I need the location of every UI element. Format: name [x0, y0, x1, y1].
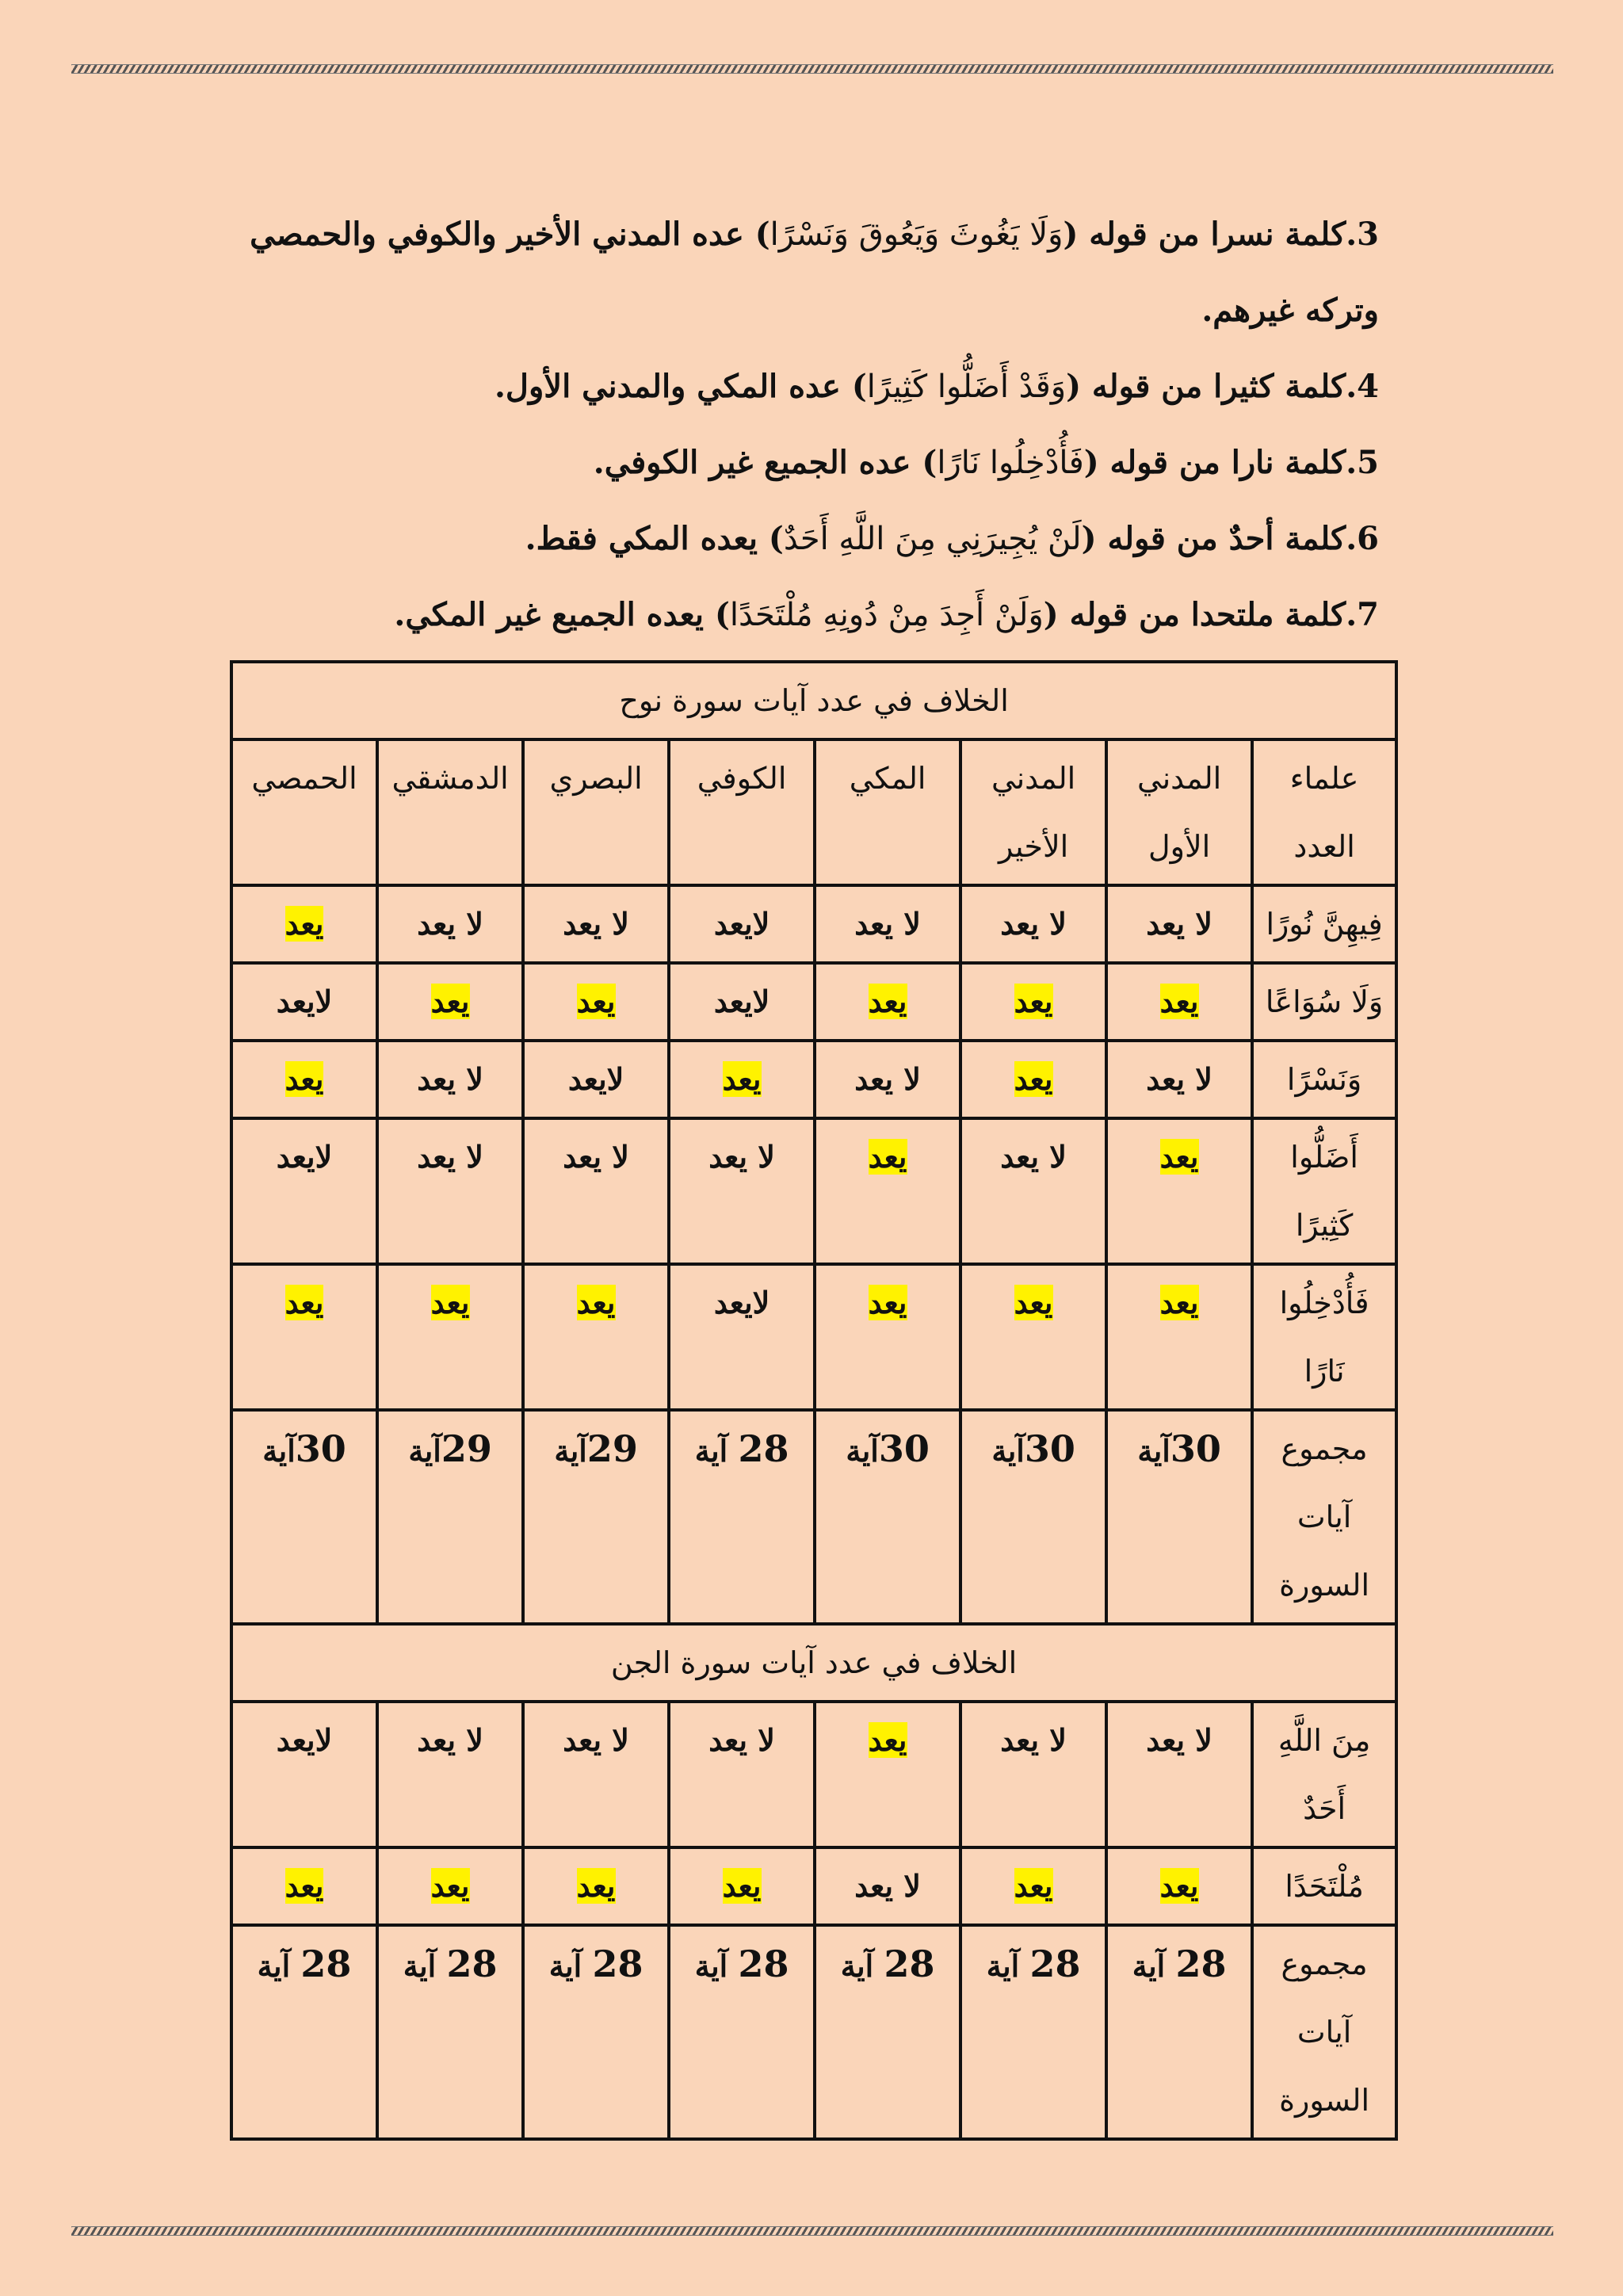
table-cell: 28 آية — [815, 1925, 960, 2139]
table-cell: لا يعد — [669, 1702, 815, 1847]
table-cell: 28 آية — [377, 1925, 523, 2139]
row-label: مجموع آيات السورة — [1252, 1410, 1396, 1624]
row-label: مُلْتَحَدًا — [1252, 1847, 1396, 1925]
top-border — [71, 64, 1553, 74]
header-row — [231, 739, 1396, 885]
table-cell: لا يعد — [523, 1118, 669, 1264]
table-cell: لا يعد — [377, 885, 523, 963]
table-cell: يعد — [815, 963, 960, 1041]
column-header: المدني الأخير — [960, 739, 1106, 885]
table-row — [231, 1702, 1396, 1847]
table-cell: 30آية — [960, 1410, 1106, 1624]
table-cell: يعد — [231, 1847, 377, 1925]
row-label: أَضَلُّوا كَثِيرًا — [1252, 1118, 1396, 1264]
table-cell: يعد — [377, 963, 523, 1041]
table-row — [231, 1410, 1396, 1624]
table-cell: لا يعد — [815, 1041, 960, 1118]
row-label: فِيهِنَّ نُورًا — [1252, 885, 1396, 963]
table-cell: يعد — [1106, 1264, 1252, 1410]
table-row — [231, 1264, 1396, 1410]
row-label: فَأُدْخِلُوا نَارًا — [1252, 1264, 1396, 1410]
verse-count-table — [230, 660, 1398, 2141]
section-nuh — [231, 662, 1396, 739]
table-cell: 30آية — [1106, 1410, 1252, 1624]
paragraph-7: 7.كلمة ملتحدا من قوله (وَلَنْ أَجِدَ مِنْ دُونِهِ مُلْتَحَدًا) يعده الجميع غير المكي. — [394, 596, 1379, 633]
table-cell: لا يعد — [960, 1702, 1106, 1847]
table-cell: 28 آية — [1106, 1925, 1252, 2139]
table-cell: لا يعد — [669, 1118, 815, 1264]
table-cell: لا يعد — [1106, 885, 1252, 963]
table-cell: يعد — [815, 1264, 960, 1410]
row-label: وَلَا سُوَاعًا — [1252, 963, 1396, 1041]
table-cell: يعد — [960, 1041, 1106, 1118]
column-header: الحمصي — [231, 739, 377, 885]
column-header: المدني الأول — [1106, 739, 1252, 885]
table-cell: يعد — [231, 1041, 377, 1118]
bottom-border — [71, 2226, 1553, 2236]
section-jinn — [231, 1624, 1396, 1702]
column-header: الدمشقي — [377, 739, 523, 885]
table-cell: لايعد — [231, 1702, 377, 1847]
table-cell: يعد — [815, 1702, 960, 1847]
column-header: الكوفي — [669, 739, 815, 885]
table-cell: لا يعد — [960, 1118, 1106, 1264]
table-cell: لايعد — [669, 963, 815, 1041]
table-cell: يعد — [523, 1847, 669, 1925]
table-cell: لا يعد — [377, 1118, 523, 1264]
table-cell: لايعد — [231, 1118, 377, 1264]
table-cell: لا يعد — [377, 1041, 523, 1118]
table-cell: يعد — [1106, 1847, 1252, 1925]
table-cell: يعد — [669, 1847, 815, 1925]
column-header: البصري — [523, 739, 669, 885]
table-cell: 29آية — [377, 1410, 523, 1624]
section-jinn-title: الخلاف في عدد آيات سورة الجن — [231, 1624, 1396, 1702]
table-cell: يعد — [1106, 1118, 1252, 1264]
column-header: المكي — [815, 739, 960, 885]
table-cell: يعد — [523, 1264, 669, 1410]
table-cell: لايعد — [669, 1264, 815, 1410]
table-row — [231, 963, 1396, 1041]
row-label: وَنَسْرًا — [1252, 1041, 1396, 1118]
paragraph-6: 6.كلمة أحدٌ من قوله (لَنْ يُجِيرَنِي مِنَ اللَّهِ أَحَدٌ) يعده المكي فقط. — [525, 520, 1379, 557]
table-cell: لا يعد — [1106, 1702, 1252, 1847]
row-label: مِنَ اللَّهِ أَحَدٌ — [1252, 1702, 1396, 1847]
table-row — [231, 1118, 1396, 1264]
table-cell: لا يعد — [377, 1702, 523, 1847]
table-cell: لا يعد — [523, 885, 669, 963]
table-cell: يعد — [960, 1847, 1106, 1925]
table-cell: لايعد — [231, 963, 377, 1041]
table-cell: يعد — [669, 1041, 815, 1118]
table-row — [231, 1847, 1396, 1925]
table-cell: 28 آية — [960, 1925, 1106, 2139]
table-row — [231, 1925, 1396, 2139]
table-row — [231, 885, 1396, 963]
table-cell: 30آية — [815, 1410, 960, 1624]
row-label: مجموع آيات السورة — [1252, 1925, 1396, 2139]
table-cell: يعد — [960, 963, 1106, 1041]
table-cell: لا يعد — [1106, 1041, 1252, 1118]
paragraphs — [230, 197, 1379, 653]
table-cell: لايعد — [523, 1041, 669, 1118]
table-cell: يعد — [231, 885, 377, 963]
table-cell: يعد — [377, 1264, 523, 1410]
table-cell: 28 آية — [669, 1410, 815, 1624]
table-cell: 28 آية — [523, 1925, 669, 2139]
section-nuh-title: الخلاف في عدد آيات سورة نوح — [231, 662, 1396, 739]
table-cell: يعد — [231, 1264, 377, 1410]
table-cell: 28 آية — [231, 1925, 377, 2139]
table-cell: يعد — [1106, 963, 1252, 1041]
table-row — [231, 1041, 1396, 1118]
paragraph-5: 5.كلمة نارا من قوله (فَأُدْخِلُوا نَارًا) عده الجميع غير الكوفي. — [593, 444, 1379, 481]
table-cell: لا يعد — [960, 885, 1106, 963]
table-cell: يعد — [523, 963, 669, 1041]
header-label: علماء العدد — [1252, 739, 1396, 885]
table-cell: لا يعد — [815, 885, 960, 963]
table-cell: لا يعد — [523, 1702, 669, 1847]
paragraph-3: 3.كلمة نسرا من قوله (وَلَا يَغُوثَ وَيَعُوقَ وَنَسْرًا) عده المدني الأخير والكوفي والحمصي وتركه غيرهم. — [250, 216, 1379, 329]
table-cell: 30آية — [231, 1410, 377, 1624]
table-cell: لا يعد — [815, 1847, 960, 1925]
table-cell: 28 آية — [669, 1925, 815, 2139]
table-cell: يعد — [377, 1847, 523, 1925]
table-cell: يعد — [815, 1118, 960, 1264]
paragraph-4: 4.كلمة كثيرا من قوله (وَقَدْ أَضَلُّوا كَثِيرًا) عده المكي والمدني الأول. — [495, 368, 1379, 405]
table-cell: 29آية — [523, 1410, 669, 1624]
table-cell: يعد — [960, 1264, 1106, 1410]
table-cell: لايعد — [669, 885, 815, 963]
